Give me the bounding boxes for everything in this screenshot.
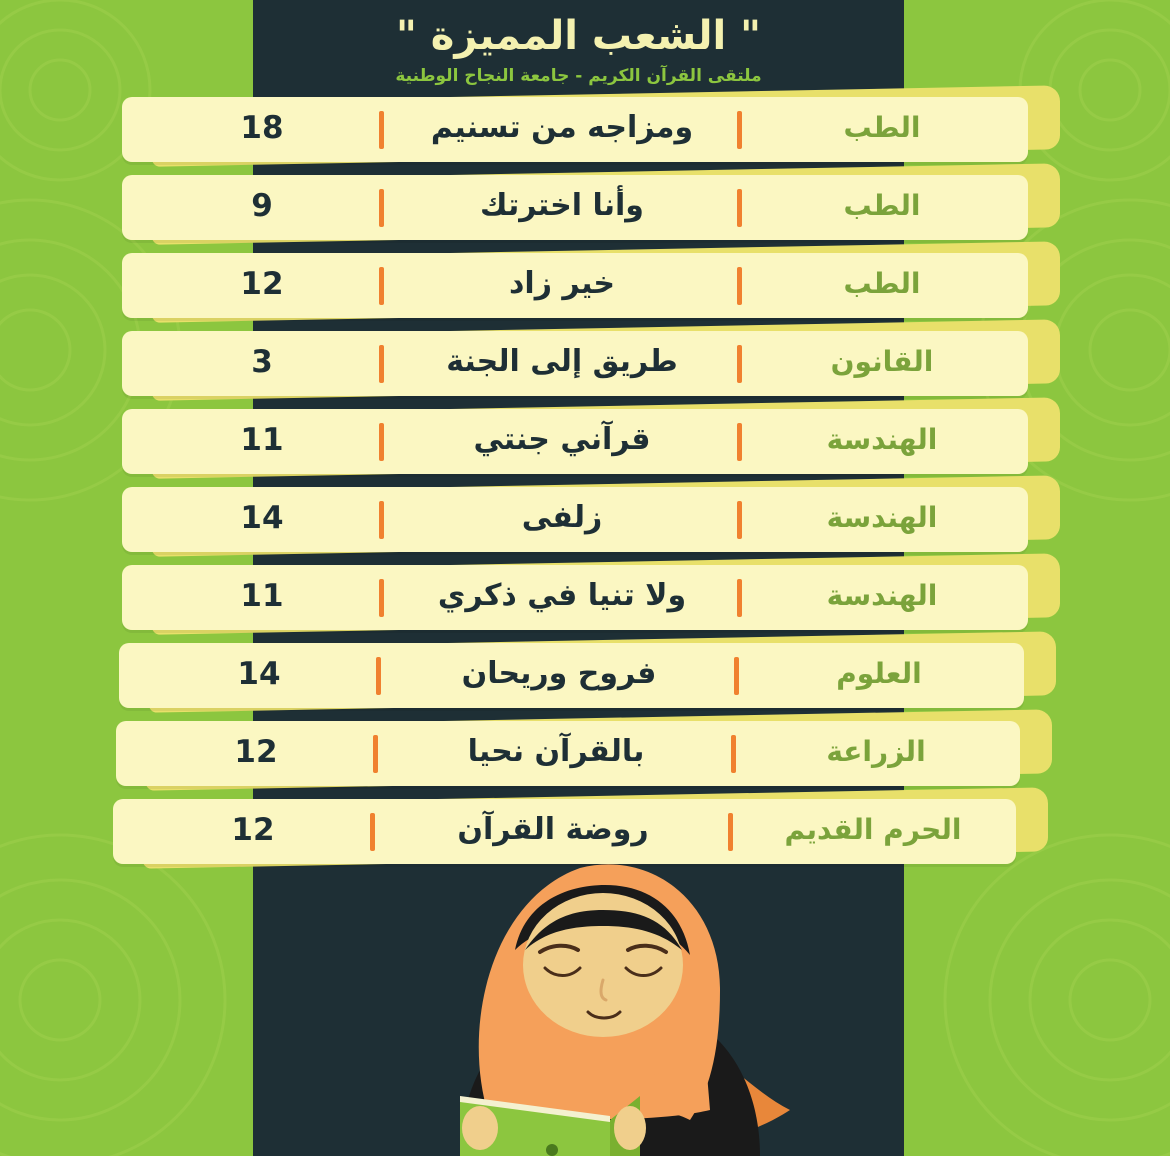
- page-subtitle: ملتقى القرآن الكريم - جامعة النجاح الوطنية: [395, 66, 762, 86]
- separator-right: [734, 657, 739, 695]
- separator-left: [376, 657, 381, 695]
- members-count: 11: [240, 422, 284, 458]
- table-row: [119, 640, 1054, 708]
- members-count: 9: [251, 188, 273, 224]
- members-count: 14: [240, 500, 284, 536]
- separator-left: [379, 345, 384, 383]
- separator-right: [737, 579, 742, 617]
- separator-right: [737, 423, 742, 461]
- college-name: الحرم القديم: [784, 813, 962, 846]
- group-name: زلفى: [521, 500, 603, 535]
- girl-reading-quran-icon: [420, 860, 800, 1156]
- members-count: 12: [234, 734, 278, 770]
- separator-right: [737, 111, 742, 149]
- separator-left: [379, 423, 384, 461]
- members-count: 11: [240, 578, 284, 614]
- table-row: [113, 796, 1046, 864]
- group-name: ولا تنيا في ذكري: [437, 578, 687, 613]
- group-name: ومزاجه من تسنيم: [430, 110, 694, 145]
- group-name: قرآني جنتي: [473, 422, 651, 457]
- group-name: طريق إلى الجنة: [446, 344, 678, 379]
- members-count: 12: [240, 266, 284, 302]
- table-row: [122, 94, 1058, 162]
- group-name: خير زاد: [509, 266, 615, 301]
- separator-right: [737, 267, 742, 305]
- separator-right: [737, 501, 742, 539]
- table-row: [122, 172, 1058, 240]
- separator-left: [379, 267, 384, 305]
- table-row: [116, 718, 1050, 786]
- separator-left: [379, 579, 384, 617]
- college-name: الطب: [843, 267, 921, 300]
- members-count: 12: [231, 812, 275, 848]
- separator-right: [737, 345, 742, 383]
- separator-left: [379, 111, 384, 149]
- college-name: الزراعة: [826, 735, 926, 768]
- members-count: 3: [251, 344, 273, 380]
- separator-left: [373, 735, 378, 773]
- group-name: وأنا اخترتك: [480, 188, 644, 223]
- page-title: " الشعب المميزة ": [396, 13, 761, 59]
- college-name: القانون: [830, 345, 934, 378]
- separator-left: [379, 189, 384, 227]
- college-name: الطب: [843, 111, 921, 144]
- table-row: [122, 562, 1058, 630]
- separator-right: [737, 189, 742, 227]
- table-row: [122, 484, 1058, 552]
- members-count: 14: [237, 656, 281, 692]
- separator-left: [379, 501, 384, 539]
- college-name: الهندسة: [826, 501, 938, 534]
- group-name: بالقرآن نحيا: [467, 734, 645, 769]
- separator-left: [370, 813, 375, 851]
- group-name: روضة القرآن: [457, 812, 649, 847]
- group-name: فروح وريحان: [461, 656, 657, 691]
- college-name: الطب: [843, 189, 921, 222]
- separator-right: [731, 735, 736, 773]
- table-row: [122, 406, 1058, 474]
- separator-right: [728, 813, 733, 851]
- college-name: الهندسة: [826, 579, 938, 612]
- members-count: 18: [240, 110, 284, 146]
- college-name: العلوم: [836, 657, 922, 690]
- college-name: الهندسة: [826, 423, 938, 456]
- table-row: [122, 250, 1058, 318]
- table-row: [122, 328, 1058, 396]
